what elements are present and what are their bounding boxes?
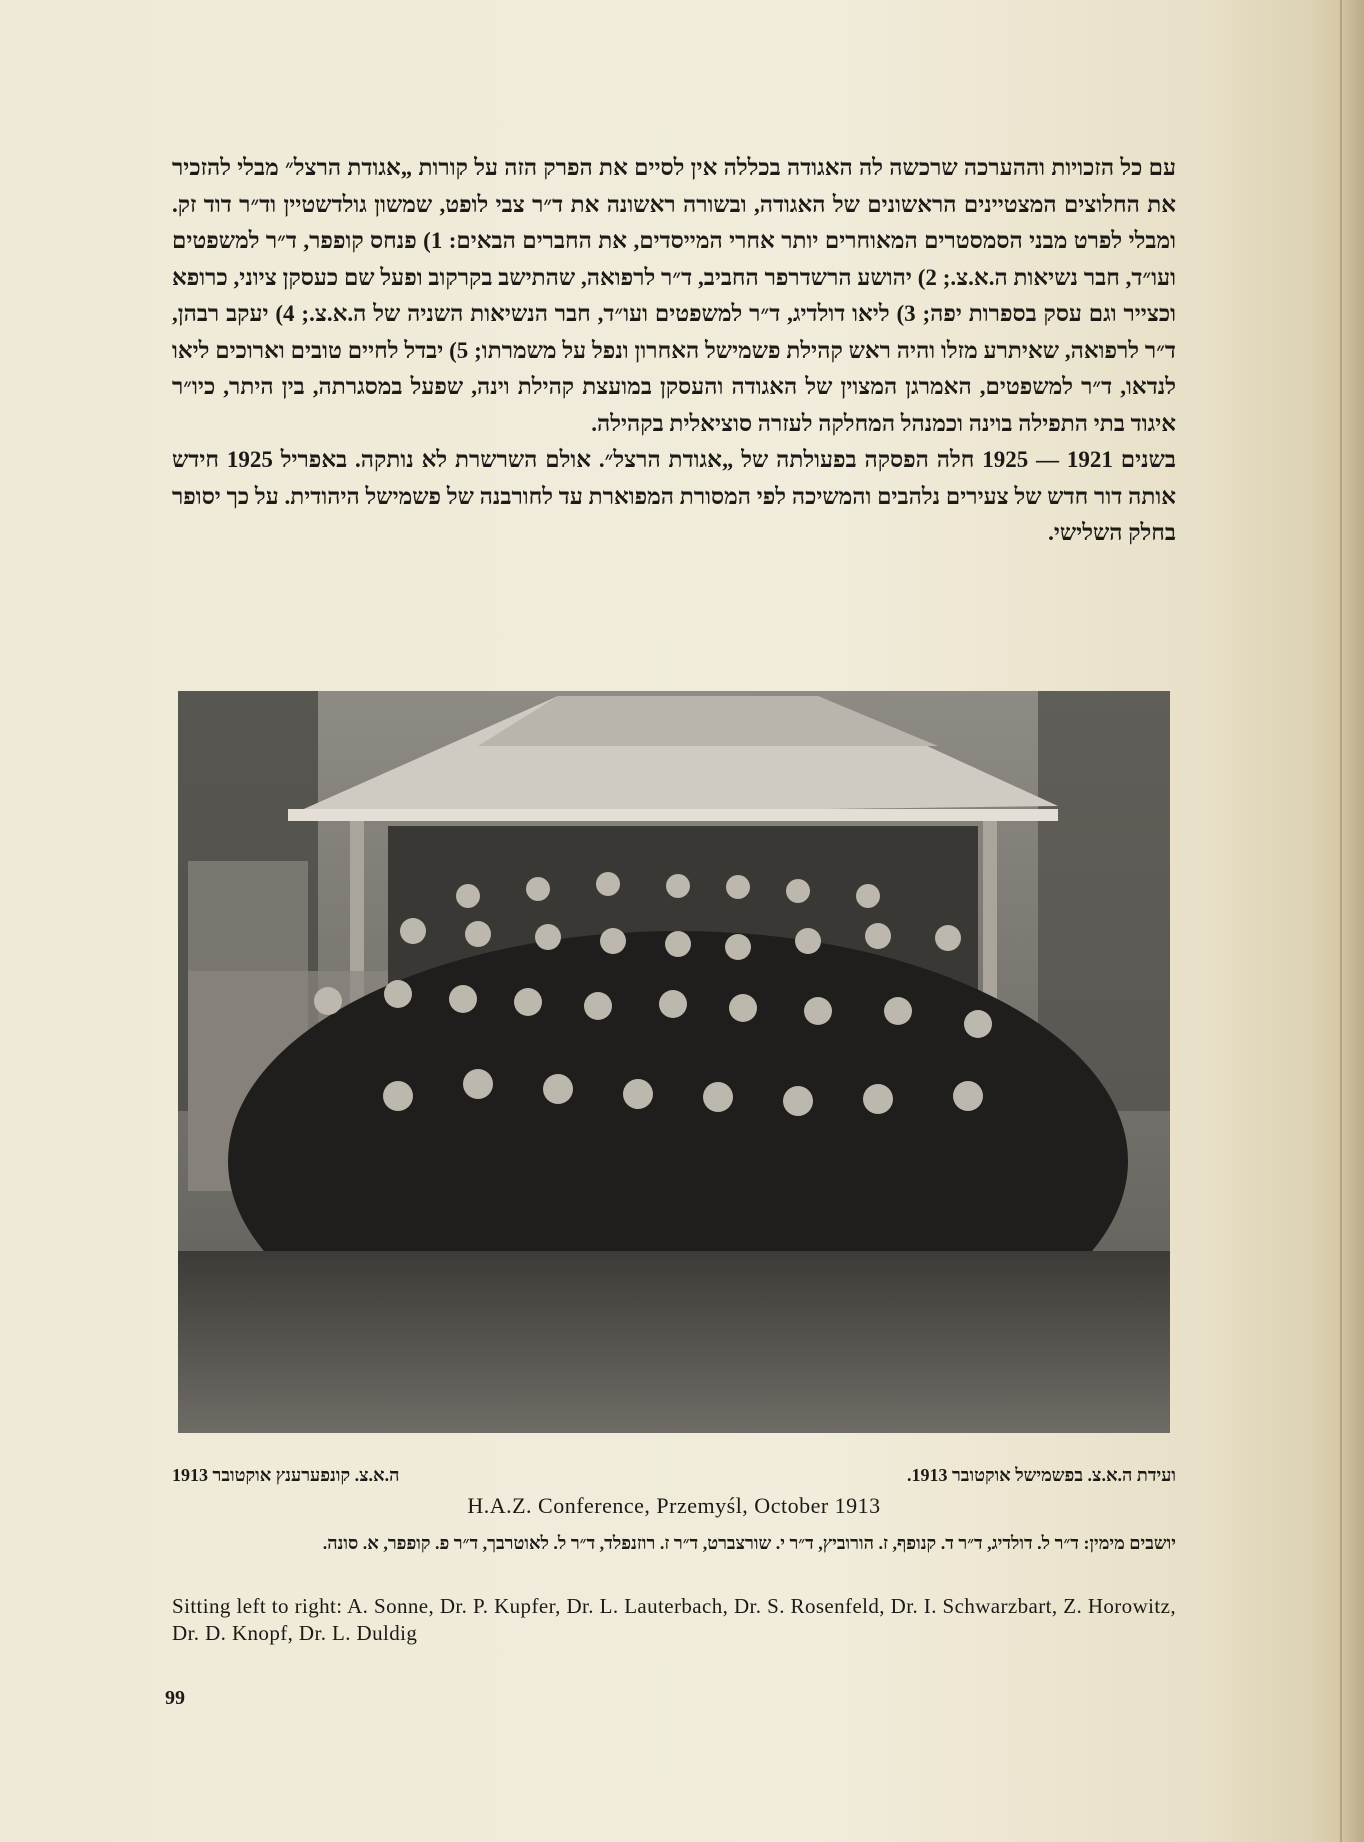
page-number: 99 <box>165 1687 185 1709</box>
group-photograph <box>178 691 1170 1433</box>
caption-hebrew-right: ועידת ה.א.צ. בפשמישל אוקטובר 1913. <box>906 1465 1176 1485</box>
caption-hebrew <box>172 1462 1176 1488</box>
paragraph-1: עם כל הזכויות וההערכה שרכשה לה האגודה בכללה אין לסיים את הפרק הזה על קורות „אגודת הרצל״ מבלי להזכיר את החלוצים המצטיינים הראשונים של האגודה, ובשורה ראשונה את ד״ר צבי לופט, שמשון גולדשטיין וד״ר דוד זק. ומבלי לפרט מבני הסמסטרים המאוחרים יותר אחרי המייסדים, את החברים הבאים: 1) פנחס קופפר, ד״ר למשפטים ועו״ד, חבר נשיאות ה.א.צ.; 2) יהושע הרשדרפר החביב, ד״ר לרפואה, שהתישב בקרקוב ופעל שם כעסקן ציוני, כרופא וכצייר וגם עסק בספרות יפה; 3) ליאו דולדיג, ד״ר למשפטים ועו״ד, חבר הנשיאות השניה של ה.א.צ.; 4) יעקב רבהן, ד״ר לרפואה, שאיתרע מזלו והיה ראש קהילת פשמישל האחרון ונפל על משמרתו; 5) יבדל לחיים טובים וארוכים ליאו לנדאו, ד״ר למשפטים, האמרגן המצוין של האגודה והעסקן במועצת קהילת וינה, שפעל במסגרתה, בין היתר, כיו״ר איגוד בתי התפילה בוינה וכמנהל המחלקה לעזרה סוציאלית בקהילה. <box>172 155 1177 436</box>
caption-english: H.A.Z. Conference, Przemyśl, October 1913 <box>467 1493 881 1518</box>
photo-illustration <box>178 691 1170 1433</box>
page-edge-line <box>1340 0 1342 1842</box>
paragraph-2: בשנים 1921 — 1925 חלה הפסקה בפעולתה של „אגודת הרצל״. אולם השרשרת לא נותקה. באפריל 1925 חידש אותה דור חדש של צעירים נלהבים והמשיכה לפי המסורת המפוארת עד לחורבנה של פשמישל היהודית. על כך יסופר בחלק השלישי. <box>172 447 1176 545</box>
body-text <box>172 150 1176 552</box>
caption-hebrew-left: ה.א.צ. קונפערענץ אוקטובר 1913 <box>172 1465 400 1485</box>
sitting-list-hebrew: יושבים מימין: ד״ר ל. דולדיג, ד״ר ד. קנופף, ז. הורוביץ, ד״ר י. שורצברט, ד״ר ז. רוזנפלד, ד״ר ל. לאוטרבך, ד״ר פ. קופפר, א. סונה. <box>322 1533 1176 1553</box>
sitting-list-english: Sitting left to right: A. Sonne, Dr. P. Kupfer, Dr. L. Lauterbach, Dr. S. Rosenfeld, Dr. I. Schwarzbart, Z. Horowitz, Dr. D. Knopf, Dr. L. Duldig <box>172 1594 1176 1645</box>
